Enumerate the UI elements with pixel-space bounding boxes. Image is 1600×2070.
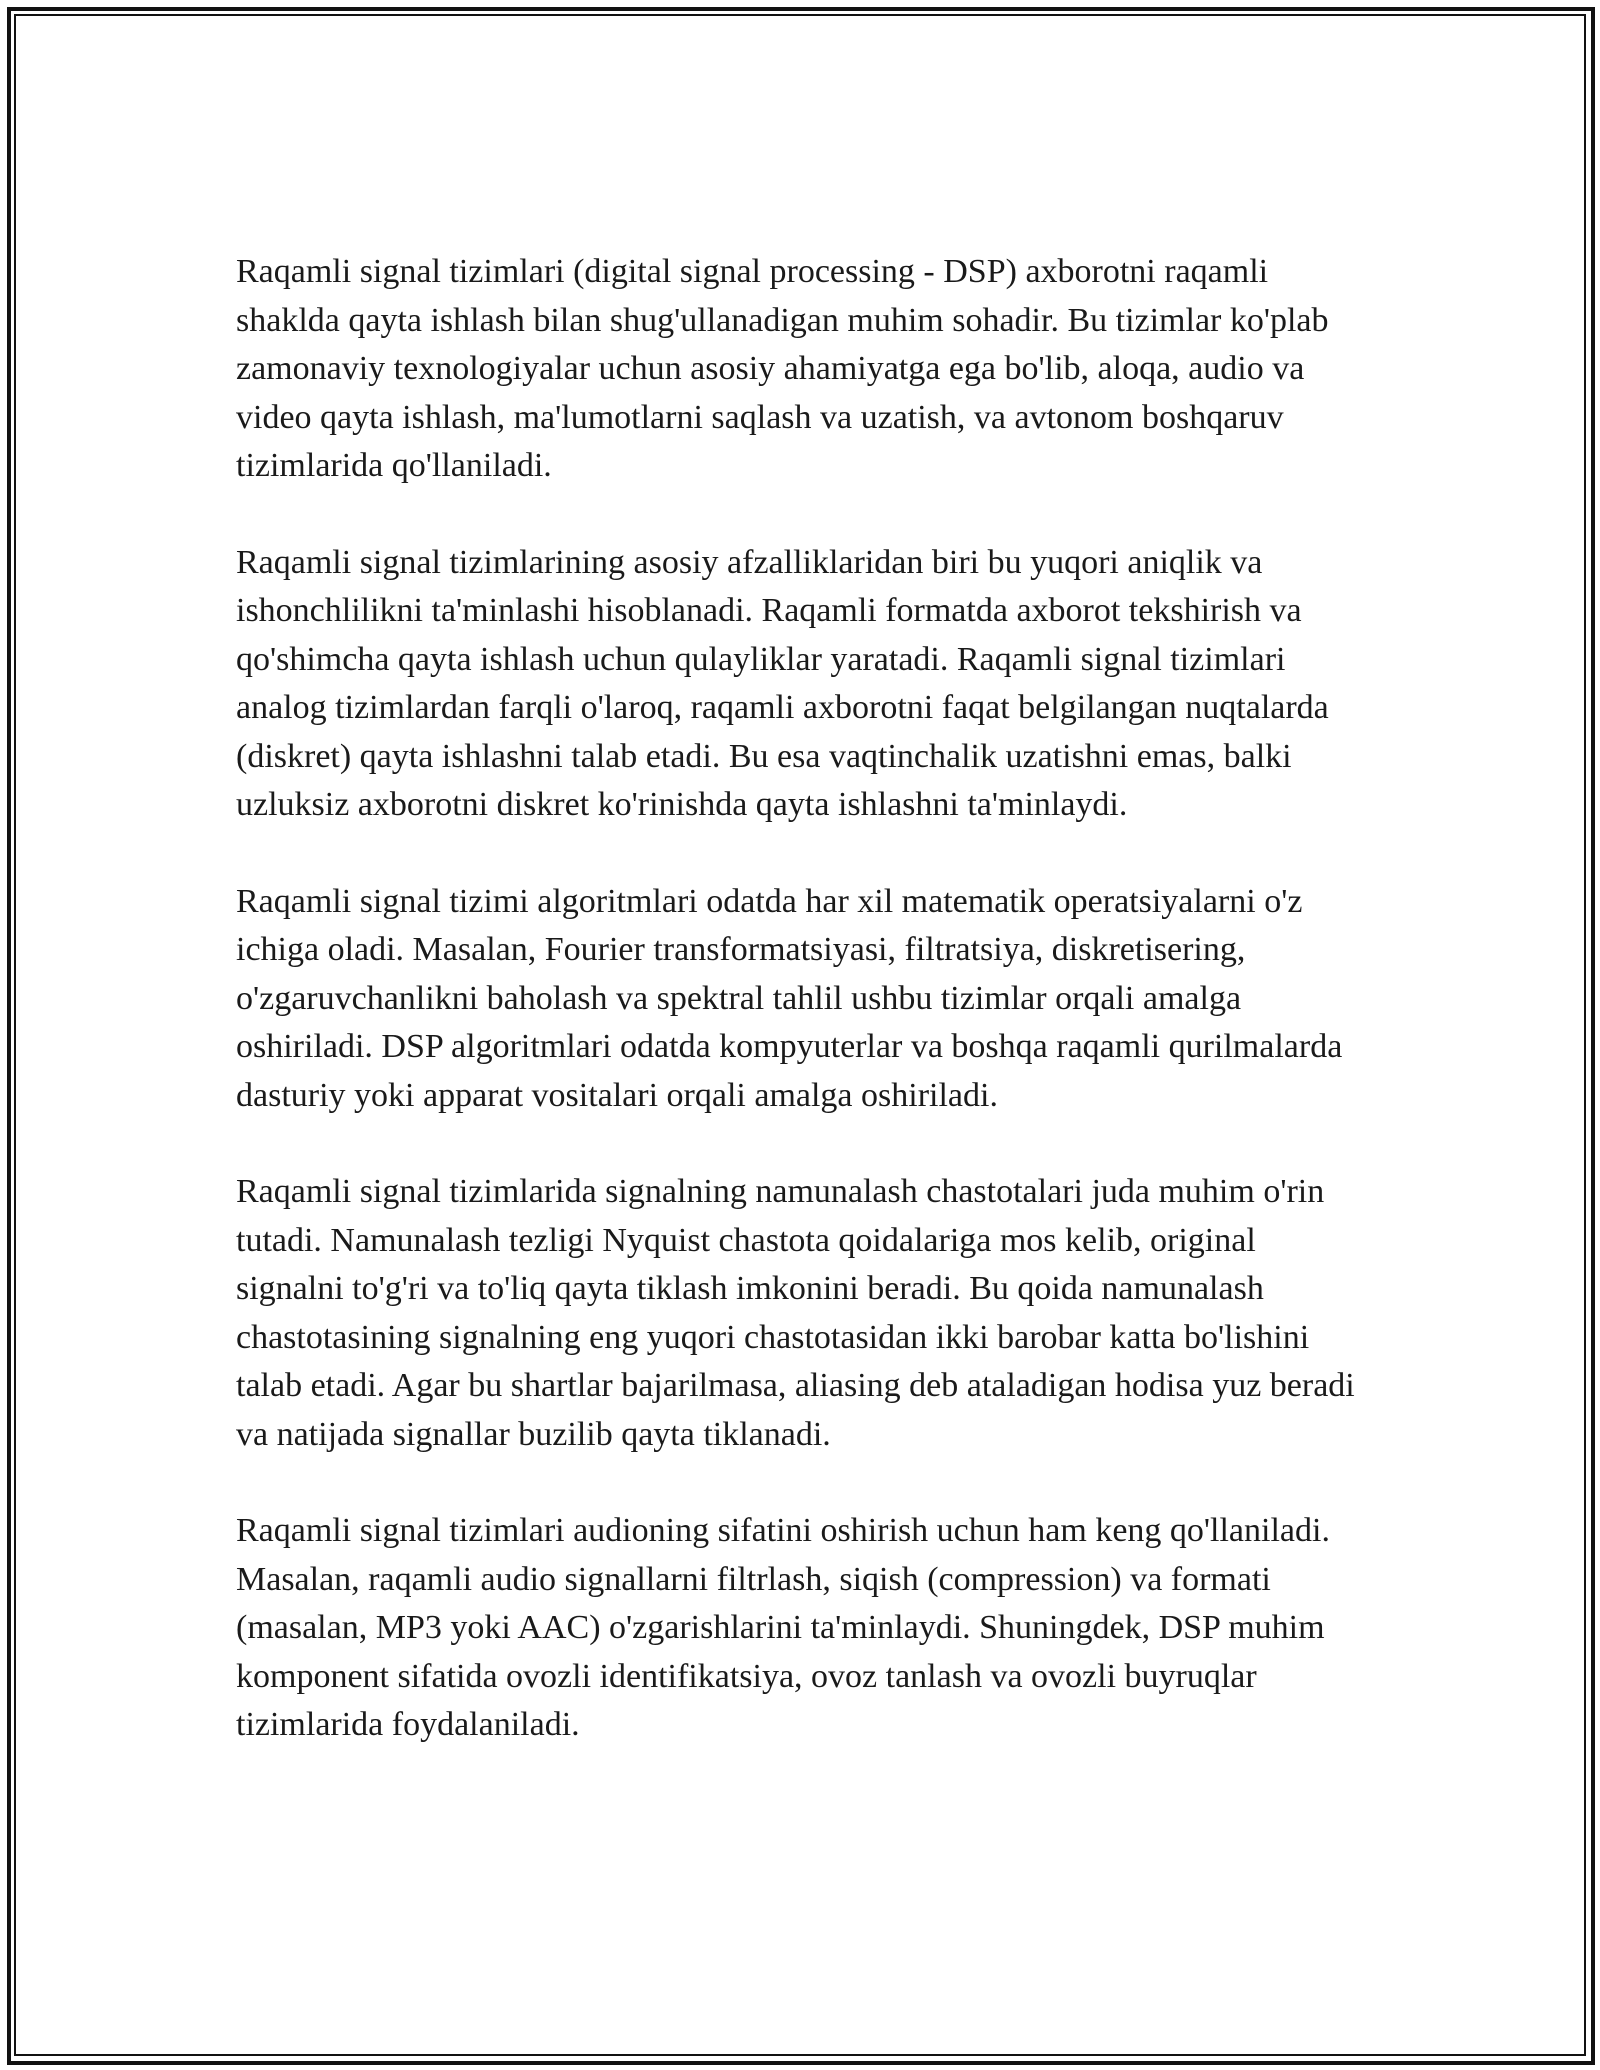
paragraph-intro: Raqamli signal tizimlari (digital signal processing - DSP) axborotni raqamli shaklda qayta ishlash bilan shug'ullanadigan muhim sohadir. Bu tizimlar ko'plab zamonaviy texnologiyalar uchun asosiy ahamiyatga ega bo'lib, aloqa, audio va video qayta ishlash, ma'lumotlarni saqlash va uzatish, va avtonom boshqaruv tizimlarida qo'llaniladi. bbox=[236, 253, 1329, 484]
document-body bbox=[236, 248, 1366, 1750]
paragraph-audio: Raqamli signal tizimlari audioning sifatini oshirish uchun ham keng qo'llaniladi. Masalan, raqamli audio signallarni filtrlash, siqish (compression) va formati (masalan, MP3 yoki AAC) o'zgarishlarini ta'minlaydi. Shuningdek, DSP muhim komponent sifatida ovozli identifikatsiya, ovoz tanlash va ovozli buyruqlar tizimlarida foydalaniladi. bbox=[236, 1512, 1330, 1743]
paragraph-algorithms: Raqamli signal tizimi algoritmlari odatda har xil matematik operatsiyalarni o'z ichiga oladi. Masalan, Fourier transformatsiyasi, filtratsiya, diskretisering, o'zgaruvchanlikni baholash va spektral tahlil ushbu tizimlar orqali amalga oshiriladi. DSP algoritmlari odatda kompyuterlar va boshqa raqamli qurilmalarda dasturiy yoki apparat vositalari orqali amalga oshiriladi. bbox=[236, 882, 1343, 1114]
paragraph-sampling: Raqamli signal tizimlarida signalning namunalash chastotalari juda muhim o'rin tutadi. Namunalash tezligi Nyquist chastota qoidalariga mos kelib, original signalni to'g'ri va to'liq qayta tiklash imkonini beradi. Bu qoida namunalash chastotasining signalning eng yuqori chastotasidan ikki barobar katta bo'lishini talab etadi. Agar bu shartlar bajarilmasa, aliasing deb ataladigan hodisa yuz beradi va natijada signallar buzilib qayta tiklanadi. bbox=[236, 1173, 1355, 1453]
paragraph-advantages: Raqamli signal tizimlarining asosiy afzalliklaridan biri bu yuqori aniqlik va ishonchlilikni ta'minlashi hisoblanadi. Raqamli formatda axborot tekshirish va qo'shimcha qayta ishlash uchun qulayliklar yaratadi. Raqamli signal tizimlari analog tizimlardan farqli o'laroq, raqamli axborotni faqat belgilangan nuqtalarda (diskret) qayta ishlashni talab etadi. Bu esa vaqtinchalik uzatishni emas, balki uzluksiz axborotni diskret ko'rinishda qayta ishlashni ta'minlaydi. bbox=[236, 543, 1329, 823]
